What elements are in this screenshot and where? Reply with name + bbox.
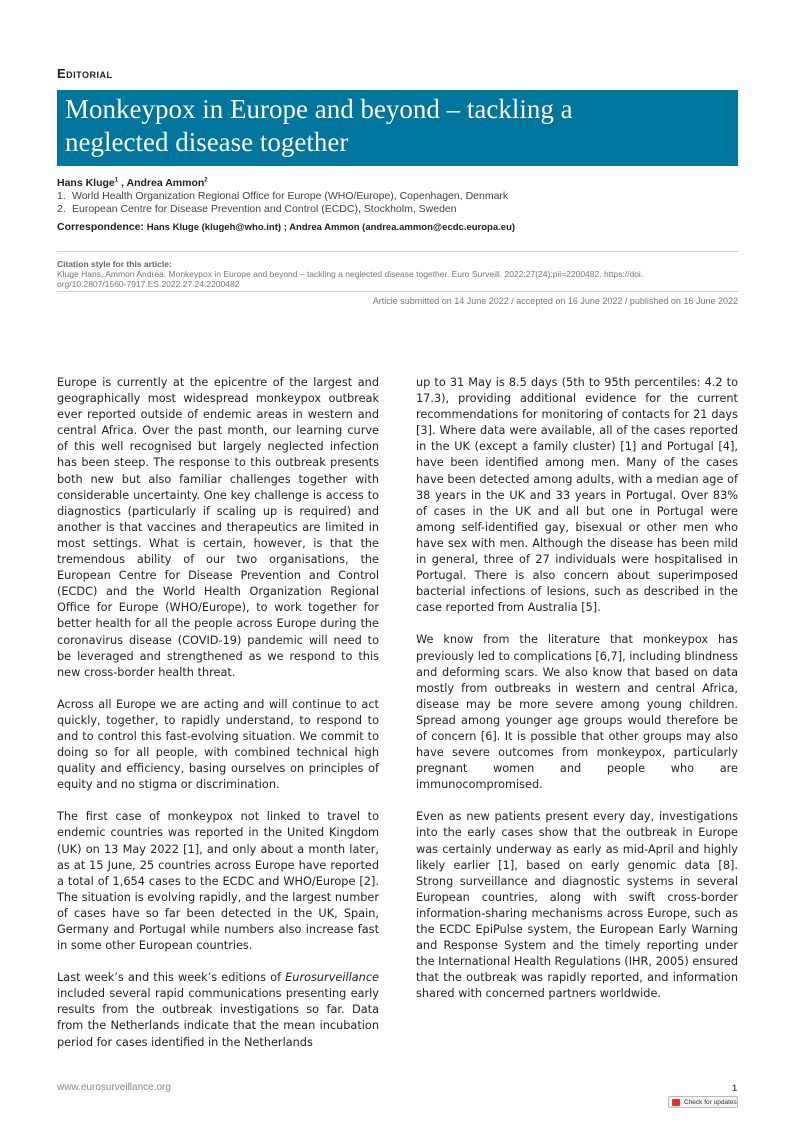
- body-column-left: [57, 375, 379, 1067]
- page-number: 1: [731, 1083, 737, 1093]
- correspondence-label: Correspondence:: [57, 221, 144, 233]
- journal-name: Eurosurveillance: [285, 971, 379, 985]
- paragraph: The first case of monkeypox not linked to travel to endemic countries was reported in the United Kingdom (UK) on 13 May 2022 [1], and only about a month later, as at 15 June, 25 countries across Europe have reported a total of 1,654 cases to the ECDC and WHO/Europe [2]. The situation is evolving rapidly, and the largest number of cases have so far been detected in the UK, Spain, Germany and Portugal while numbers also increase fast in some other European countries.: [57, 810, 379, 953]
- paragraph: We know from the literature that monkeypox has previously led to complications [6,7], including blindness and deforming scars. We also know that based on data mostly from outbreaks in western and central Africa, disease may be more severe among young children. Spread among younger age groups would therefore be of concern [6]. It is possible that other groups may also have severe outcomes from monkeypox, particularly pregnant women and people who are immunocompromised.: [416, 633, 738, 792]
- divider: [57, 291, 738, 292]
- paragraph: [57, 970, 379, 1050]
- affiliation-text: European Centre for Disease Prevention and Control (ECDC), Stockholm, Sweden: [72, 202, 457, 215]
- author-separator: ,: [118, 177, 127, 189]
- author-list: [57, 177, 208, 189]
- paragraph-text: Last week’s and this week’s editions of: [57, 971, 286, 985]
- check-for-updates-label: Check for updates: [684, 1099, 737, 1106]
- affiliations: [57, 190, 508, 215]
- citation: [57, 259, 738, 289]
- paragraph-text: included several rapid communications presenting early results from the outbreak investigations so far. Data from the Netherlands indicate that the mean incubation period for cases identified in the Netherlands: [57, 987, 379, 1049]
- footer-site-link[interactable]: www.eurosurveillance.org: [57, 1082, 171, 1093]
- title-line-1: Monkeypox in Europe and beyond – tackling a: [65, 94, 573, 124]
- paragraph: up to 31 May is 8.5 days (5th to 95th percentiles: 4.2 to 17.3), providing additional evidence for the current recommendations for monitoring of contacts for 21 days [3]. Where data were available, all of the cases reported in the UK (except a family cluster) [1] and Portugal [4], have been identified among men. Many of the cases have been detected among adults, with a median age of 38 years in the UK and 33 years in Portugal. Over 83% of cases in the UK and all but one in Portugal were among self-identified gay, bisexual or other men who have sex with men. Although the disease has been mild in general, three of 27 individuals were hospitalised in Portugal. There is also concern about superimposed bacterial infections of lesions, such as described in the case reported from Australia [5].: [416, 376, 738, 615]
- affiliation-2: [57, 203, 508, 216]
- body-column-right: [416, 375, 738, 1018]
- citation-line-1: Kluge Hans, Ammon Andrea. Monkeypox in Europe and beyond – tackling a neglected disease together. Euro Surveill. 2022;27(24):pii=2200482. https://doi.: [57, 269, 644, 279]
- affiliation-text: World Health Organization Regional Office for Europe (WHO/Europe), Copenhagen, Denmark: [72, 190, 509, 202]
- article-title: [57, 90, 738, 166]
- divider: [57, 251, 738, 252]
- citation-line-2[interactable]: org/10.2807/1560-7917.ES.2022.27.24.2200482: [57, 279, 240, 289]
- crossmark-icon: [672, 1099, 680, 1106]
- affiliation-num: 1.: [57, 190, 66, 202]
- affiliation-num: 2.: [57, 202, 66, 215]
- author-2-affil: 2: [204, 177, 208, 184]
- title-line-2: neglected disease together: [65, 127, 349, 157]
- author-2: Andrea Ammon: [126, 177, 205, 189]
- author-1: Hans Kluge: [57, 177, 115, 189]
- check-for-updates-button[interactable]: [668, 1096, 738, 1108]
- paragraph: Europe is currently at the epicentre of the largest and geographically most widespread monkeypox outbreak ever reported outside of endemic areas in western and central Africa. Over the past month, our learning curve of this well recognised but largely neglected infection has been steep. The response to this outbreak presents both new but also familiar challenges together with considerable uncertainty. One key challenge is access to diagnostics (particularly if scaling up is required) and another is that vaccines and therapeutics are limited in most settings. What is certain, however, is that the tremendous ability of our two organisations, the European Centre for Disease Prevention and Control (ECDC) and the World Health Organization Regional Office for Europe (WHO/Europe), to work together for better health for all the people across Europe during the coronavirus disease (COVID-19) pandemic will need to be leveraged and strengthened as we respond to this new cross-border health threat.: [57, 376, 379, 679]
- correspondence: [57, 221, 515, 233]
- correspondence-value[interactable]: Hans Kluge (klugeh@who.int) ; Andrea Ammon (andrea.ammon@ecdc.europa.eu): [146, 222, 516, 233]
- affiliation-1: [57, 190, 508, 203]
- article-dates: Article submitted on 14 June 2022 / accepted on 16 June 2022 / published on 16 June 2022: [372, 296, 738, 306]
- section-label: Editorial: [57, 66, 113, 81]
- citation-label: Citation style for this article:: [57, 259, 172, 269]
- author-1-affil: 1: [114, 177, 119, 184]
- paragraph: Across all Europe we are acting and will continue to act quickly, together, to rapidly understand, to respond to and to control this fast-evolving situation. We commit to doing so for all people, with combined technical high quality and efficiency, basing ourselves on principles of equity and no stigma or discrimination.: [57, 697, 379, 792]
- paragraph: Even as new patients present every day, investigations into the early cases show that the outbreak in Europe was certainly underway as early as mid-April and highly likely earlier [1], based on early genomic data [8]. Strong surveillance and diagnostic systems in several European countries, along with swift cross-border information-sharing mechanisms across Europe, such as the ECDC EpiPulse system, the European Early Warning and Response System and the timely reporting under the International Health Regulations (IHR, 2005) ensured that the outbreak was rapidly reported, and information shared with concerned partners worldwide.: [416, 810, 738, 1001]
